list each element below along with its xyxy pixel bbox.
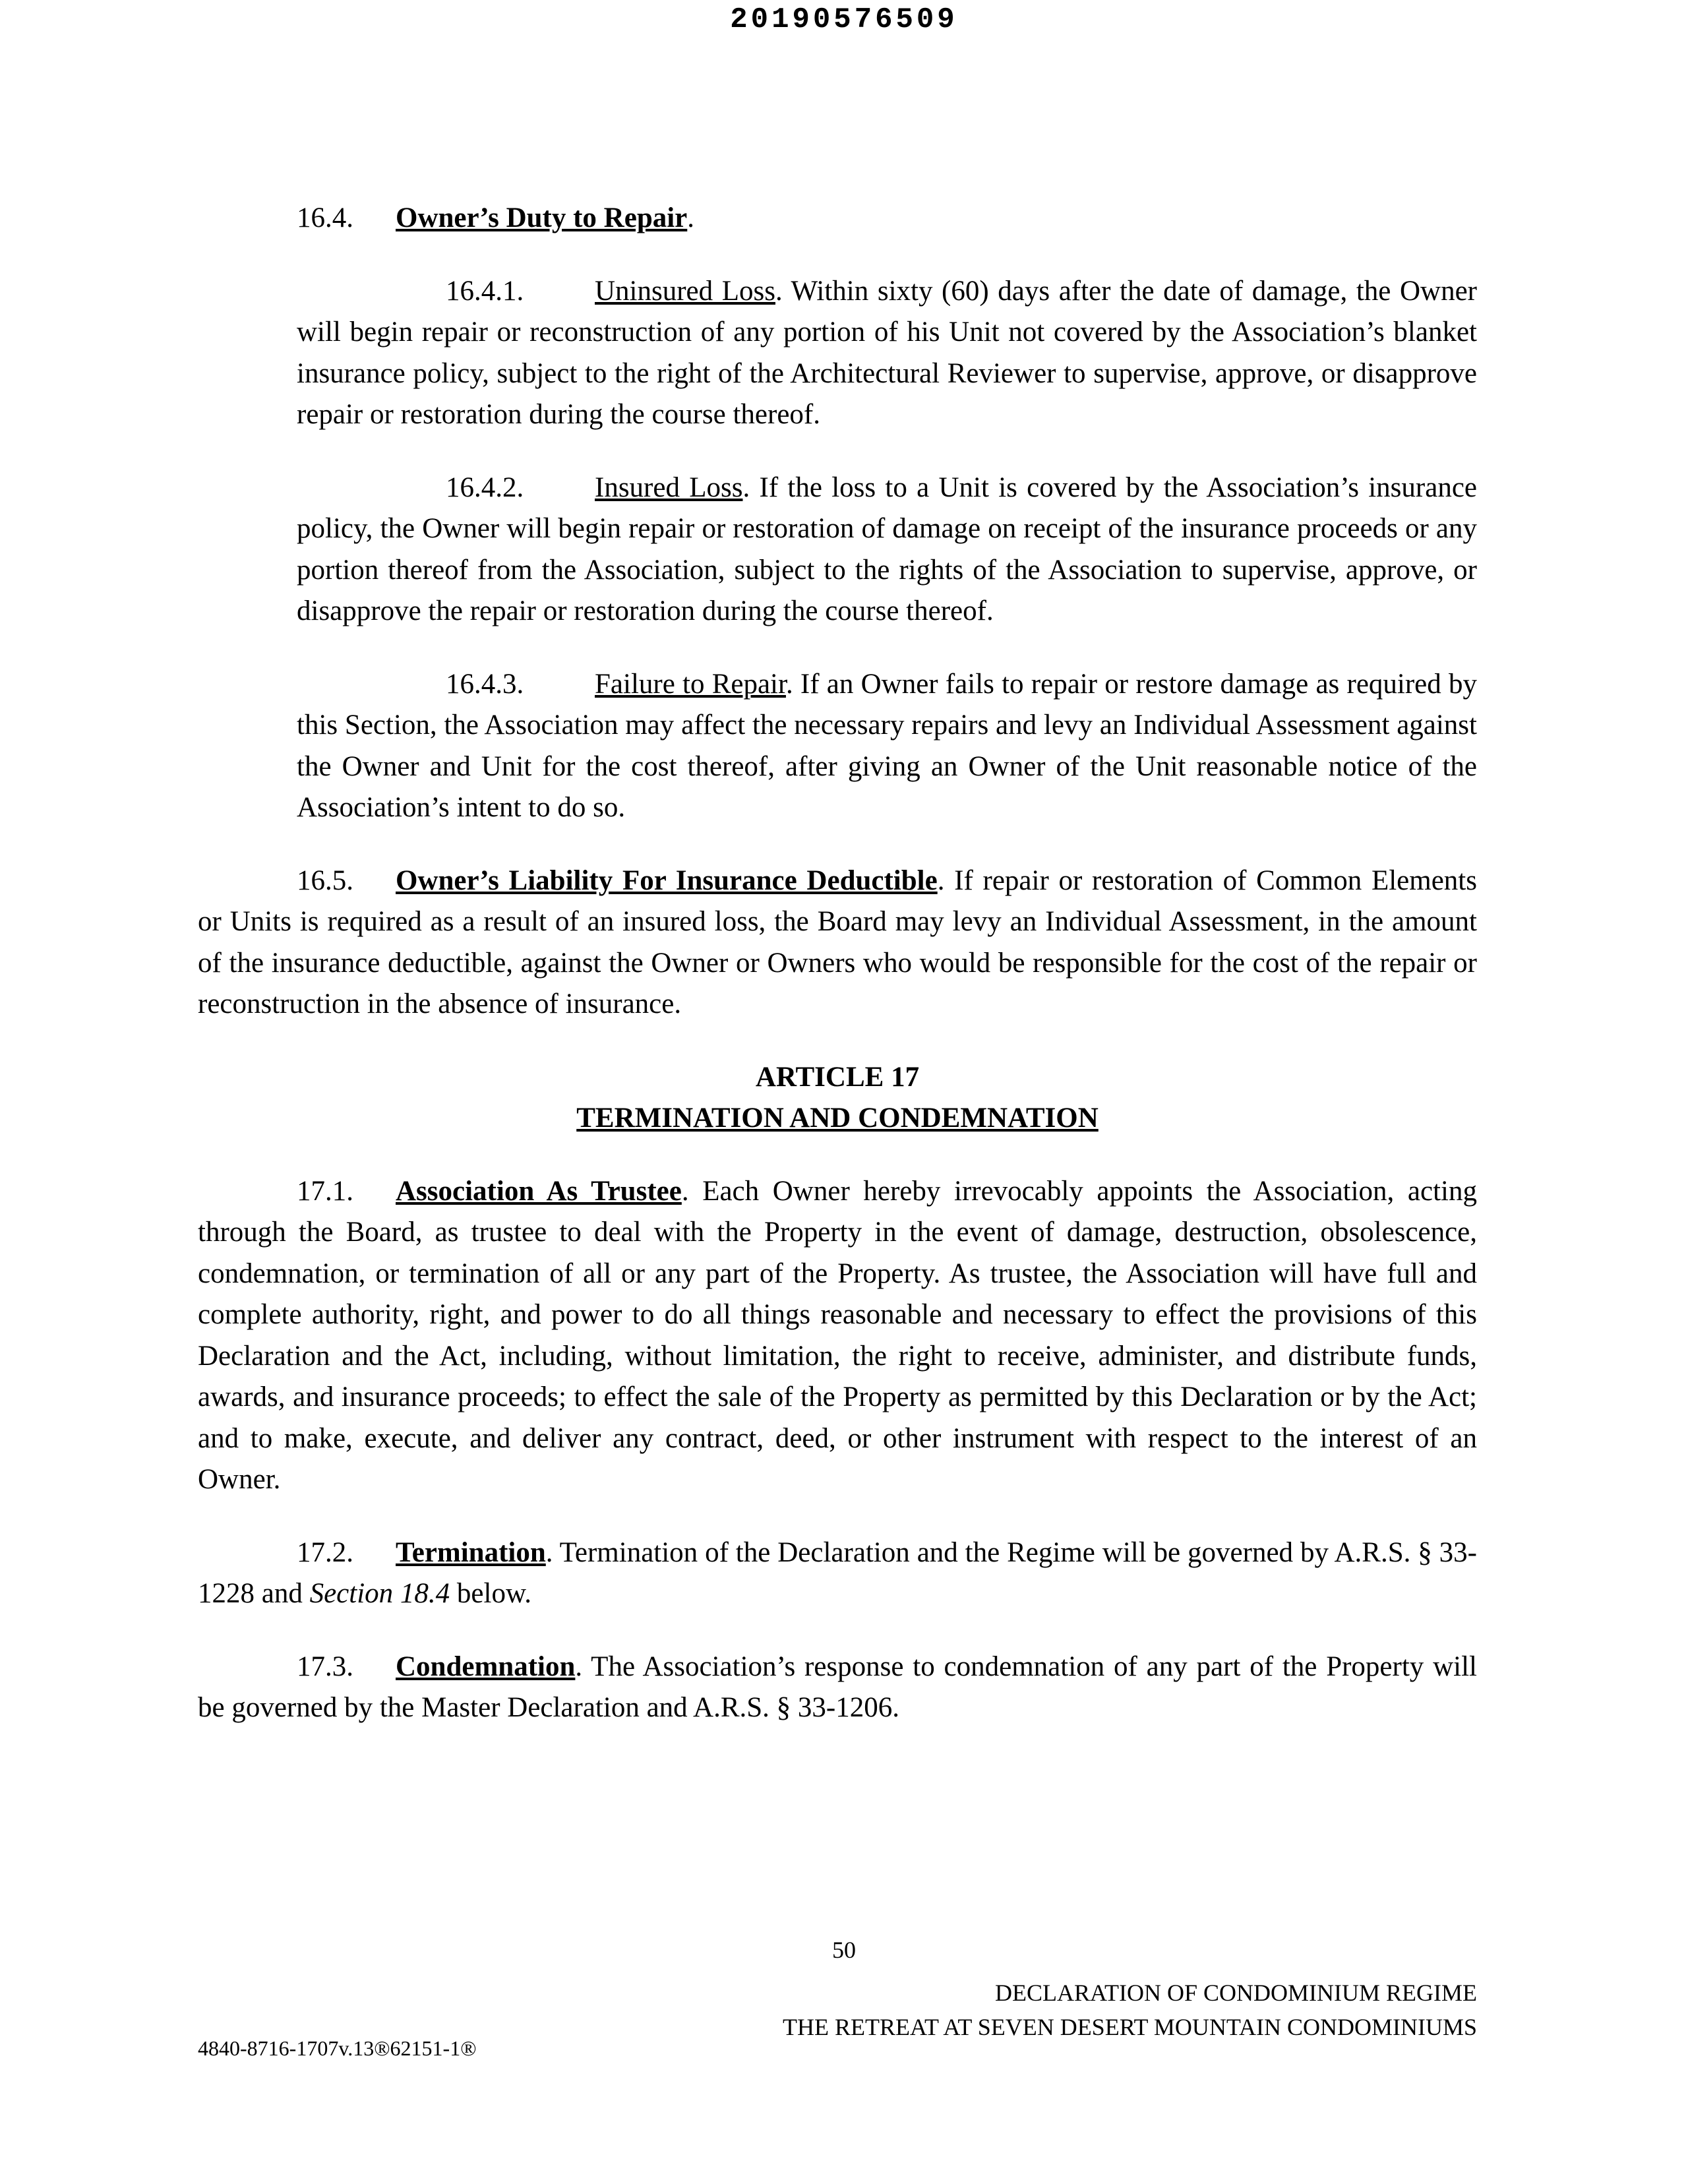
section-number: 16.4. [297, 202, 353, 233]
section-16-4-2 [297, 468, 1477, 632]
section-text: . Termination of the Declaration and the Regime will be governed by A.R.S. § 33-1228 and [198, 1536, 1477, 1609]
section-text: . Within sixty (60) days after the date of damage, the Owner will begin repair or reconstruction of any portion of his Unit not covered by the Association’s blanket insurance policy, subject to the right of the Architectural Reviewer to supervise, approve, or disapprove repair or restoration during the course thereof. [297, 275, 1477, 430]
section-reference: Section 18.4 [309, 1578, 450, 1609]
section-17-1 [198, 1171, 1477, 1501]
section-title: Owner’s Liability For Insurance Deductible [396, 864, 938, 896]
section-title: Failure to Repair [595, 668, 786, 700]
article-heading [198, 1057, 1477, 1139]
document-body [198, 198, 1477, 1761]
document-id: 4840-8716-1707v.13®62151-1® [198, 2036, 477, 2060]
section-16-5 [198, 861, 1477, 1025]
section-title: Insured Loss [595, 471, 743, 503]
section-text: . Each Owner hereby irrevocably appoints the Association, acting through the Board, as trustee to deal with the Property in the event of damage, destruction, obsolescence, condemnation, or termination of all or any part of the Property. As trustee, the Association will have full and complete authority, right, and power to do all things reasonable and necessary to effect the provisions of this Declaration and the Act, including, without limitation, the right to receive, administer, and distribute funds, awards, and insurance proceeds; to effect the sale of the Property as permitted by this Declaration or by the Act; and to make, execute, and deliver any contract, deed, or other instrument with respect to the interest of an Owner. [198, 1175, 1477, 1495]
section-16-4-3 [297, 664, 1477, 829]
section-number: 16.4.3. [446, 668, 524, 700]
footer-line-2: THE RETREAT AT SEVEN DESERT MOUNTAIN CONDOMINIUMS [783, 2014, 1477, 2040]
section-number: 17.3. [297, 1651, 353, 1682]
section-text: . If repair or restoration of Common Elements or Units is required as a result of an insured loss, the Board may levy an Individual Assessment, in the amount of the insurance deductible, against the Owner or Owners who would be responsible for the cost of the repair or reconstruction in the absence of insurance. [198, 864, 1477, 1019]
section-17-2 [198, 1532, 1477, 1615]
section-number: 16.4.1. [446, 275, 524, 307]
section-punct: . [687, 202, 695, 233]
section-number: 16.4.2. [446, 471, 524, 503]
section-17-3 [198, 1647, 1477, 1729]
article-label: ARTICLE 17 [755, 1061, 920, 1093]
section-text: . If an Owner fails to repair or restore damage as required by this Section, the Association may affect the necessary repairs and levy an Individual Assessment against the Owner and Unit for the cost thereof, after giving an Owner of the Unit reasonable notice of the Association’s intent to do so. [297, 668, 1477, 823]
section-title: Owner’s Duty to Repair [396, 202, 688, 233]
section-number: 17.2. [297, 1536, 353, 1568]
section-text: . The Association’s response to condemnation of any part of the Property will be governed by the Master Declaration and A.R.S. § 33-1206. [198, 1651, 1477, 1723]
section-number: 17.1. [297, 1175, 353, 1207]
section-16-4-1 [297, 271, 1477, 436]
section-title: Association As Trustee [396, 1175, 682, 1207]
section-text-tail: below. [450, 1578, 531, 1609]
section-number: 16.5. [297, 864, 353, 896]
footer-line-1: DECLARATION OF CONDOMINIUM REGIME [995, 1980, 1477, 2006]
section-title: Condemnation [396, 1651, 576, 1682]
section-title: Termination [396, 1536, 546, 1568]
footer-title-block [783, 1976, 1477, 2044]
section-text: . If the loss to a Unit is covered by the Association’s insurance policy, the Owner will begin repair or restoration of damage on receipt of the insurance proceeds or any portion thereof from the Association, subject to the rights of the Association to supervise, approve, or disapprove the repair or restoration during the course thereof. [297, 471, 1477, 626]
article-title: TERMINATION AND CONDEMNATION [576, 1103, 1099, 1134]
section-title: Uninsured Loss [595, 275, 775, 307]
section-16-4 [198, 198, 1477, 239]
page-number: 50 [832, 1937, 856, 1963]
recording-number: 20190576509 [730, 3, 958, 36]
